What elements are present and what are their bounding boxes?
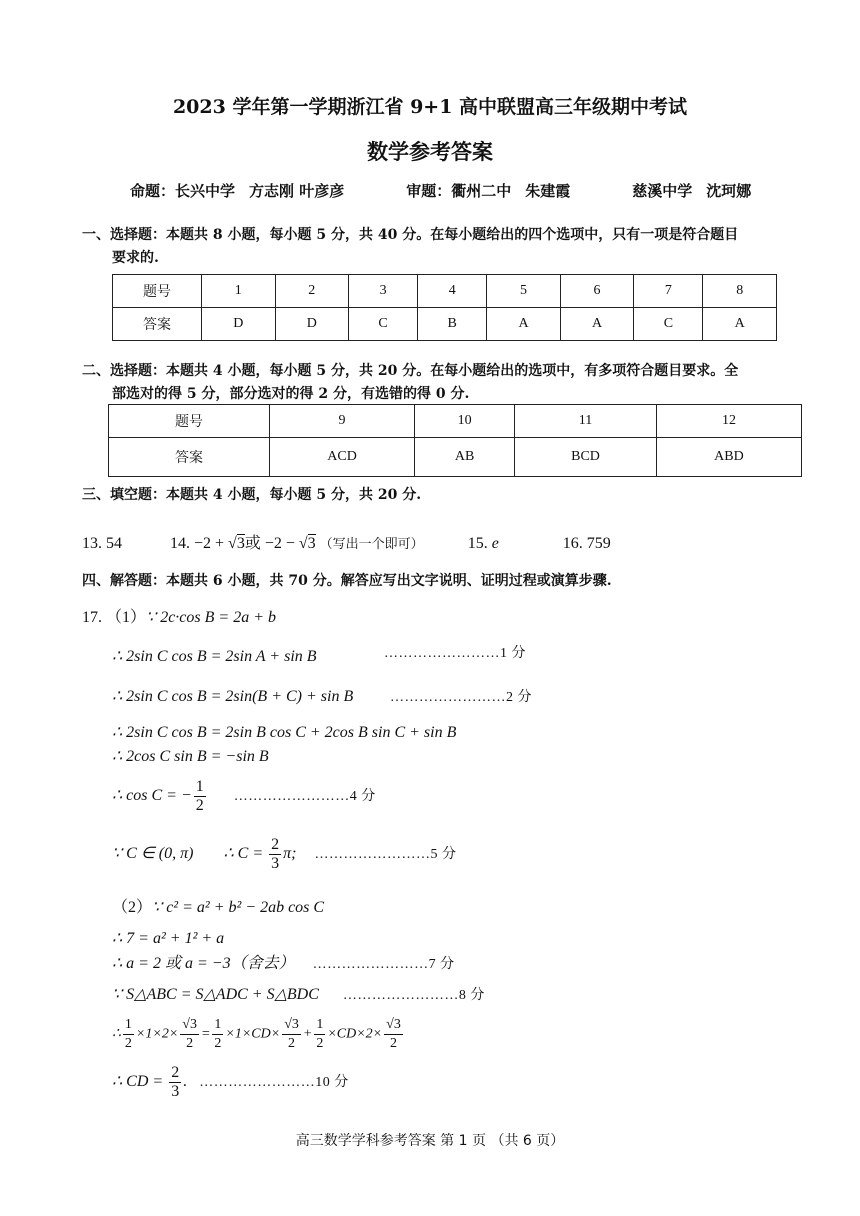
step: ∴ 2sin C cos B = 2sin A + sin B [112,648,317,665]
fraction: $\frac{1}{2}$ [214,1017,222,1051]
fraction: $\frac{1}{2}$ [124,1017,132,1051]
q17-step-5 [112,778,376,815]
question-number: 6 [560,275,634,308]
q17-step-6 [112,836,456,873]
answer-13: 13. 54 [82,535,122,552]
score-marker: ……………………2 分 [390,690,532,705]
q17-step-10 [112,984,485,1004]
section-1-heading: 一、选择题：本题共 8 小题，每小题 5 分，共 40 分。在每小题给出的四个选项中，只有一项是符合题目 要求的. [82,227,739,266]
q17-step-11: ∴ $\frac{1}{2}$ ×1×2× $\frac{√3}{2}$ = $\frac{1}{2}$ ×1×CD× $\frac{√3}{2}$ + $\frac{1}{2}$ ×CD×2× $\frac{√3}{2}$ [112,1017,401,1051]
reviewer-name-1: 朱建霞 [525,182,571,200]
table-answer-label: 答案 [109,438,270,477]
page-footer: 高三数学学科参考答案 第 1 页 （共 6 页） [295,1133,565,1149]
score-marker: ……………………7 分 [312,957,455,972]
step: ∴ C = [223,845,268,863]
step: ∴ cos C = − [112,787,192,805]
reviewer-name-2: 沈珂娜 [706,182,752,200]
question-number: 10 [415,405,515,438]
reviewer-school-2: 慈溪中学 [632,182,693,200]
step: ∴ CD = [112,1073,168,1091]
table-header-label: 题号 [109,405,270,438]
score-marker: ……………………4 分 [233,789,376,805]
answer-14-root: 3 [236,535,245,552]
question-number: 11 [515,405,657,438]
question-number: 9 [270,405,415,438]
table-row [109,438,802,477]
section-2-heading: 二、选择题：本题共 4 小题，每小题 5 分，共 20 分。在每小题给出的选项中，有多项符合题目要求。全 部选对的得 5 分，部分选对的得 2 分，有选错的得 0 分. [82,363,739,402]
setter-label: 命题：长兴中学 [130,182,236,200]
answer-cell: A [560,308,634,341]
q17-part1-given [82,604,276,627]
sqrt-sign: √ [298,535,308,552]
answer-15-label: 15. [467,535,488,552]
q17-step-2 [112,686,532,706]
section-1-answer-table [112,274,777,341]
section-2-answer-table [108,404,802,477]
answer-14-note: （写出一个即可） [319,537,424,552]
exam-title: 2023 学年第一学期浙江省 9+1 高中联盟高三年级期中考试 [172,96,688,118]
question-number: 1 [202,275,276,308]
credits-line [130,180,765,201]
table-row [113,308,777,341]
answer-cell: D [202,308,276,341]
step: ∴ a = 2 或 a = −3（舍去） [112,955,295,972]
score-marker: ……………………5 分 [314,847,457,863]
q17-step-9 [112,950,455,973]
question-number: 2 [275,275,349,308]
q17-part2-step-7 [112,894,324,917]
table-answer-label: 答案 [113,308,202,341]
answer-cell: B [418,308,487,341]
step: ∵ C ∈ (0, π) [112,845,194,863]
step: ∵ c² = a² + b² − 2ab cos C [152,899,325,916]
q17-step-4: ∴ 2cos C sin B = −sin B [112,748,269,765]
answer-cell: AB [415,438,515,477]
fraction: $\frac{1}{2}$ [195,778,204,814]
section-3-heading: 三、填空题：本题共 4 小题，每小题 5 分，共 20 分. [82,487,422,503]
answer-14-root-2: 3 [307,535,316,552]
question-number: 3 [349,275,418,308]
reviewer-label: 审题：衢州二中 [406,182,512,200]
table-header-label: 题号 [113,275,202,308]
setter-names: 方志刚 叶彦彦 [249,182,345,200]
answer-cell: D [275,308,349,341]
answer-cell: A [487,308,561,341]
answer-cell: ACD [270,438,415,477]
question-number: 12 [656,405,801,438]
part-label: （2） [112,899,153,916]
section-4-heading: 四、解答题：本题共 6 小题，共 70 分。解答应写出文字说明、证明过程或演算步骤. [82,573,612,589]
answer-cell: C [349,308,418,341]
step: ∵ S△ABC = S△ADC + S△BDC [112,986,319,1003]
fraction: $\frac{√3}{2}$ [284,1017,299,1051]
fraction: $\frac{2}{3}$ [171,1064,180,1100]
fill-in-answers [82,530,611,553]
question-number: 4 [418,275,487,308]
fraction: $\frac{√3}{2}$ [386,1017,401,1051]
answer-15-value: e [491,535,499,552]
answer-cell: ABD [656,438,801,477]
sqrt-sign: √ [228,535,237,552]
answer-cell: BCD [515,438,657,477]
step: ∴ 2sin C cos B = 2sin(B + C) + sin B [112,688,354,705]
score-marker: ……………………1 分 [384,646,526,661]
score-marker: ……………………8 分 [342,988,485,1003]
answer-14-prefix: 14. −2 + [170,535,229,552]
q17-step-3: ∴ 2sin C cos B = 2sin B cos C + 2cos B sin C + sin B [112,724,457,741]
q17-step-12: ∴ CD = $\frac{2}{3}$ . ……………………10 分 [112,1064,349,1100]
fraction: $\frac{1}{2}$ [316,1017,324,1051]
step: π; [283,845,297,863]
step: ∵ 2c·cos B = 2a + b [146,609,276,626]
score-marker: ……………………10 分 [199,1075,349,1091]
q17-label: 17. （1） [82,609,147,626]
question-number: 8 [703,275,777,308]
answer-cell: C [634,308,703,341]
answer-14-mid: 或 −2 − [244,535,299,552]
answer-16: 16. 759 [562,535,611,552]
q17-step-8: ∴ 7 = a² + 1² + a [112,930,225,947]
table-row [113,275,777,308]
fraction: $\frac{√3}{2}$ [182,1017,197,1051]
table-row [109,405,802,438]
answer-cell: A [703,308,777,341]
document-subtitle: 数学参考答案 [367,139,493,164]
fraction: $\frac{2}{3}$ [271,836,280,872]
q17-step-1 [112,646,526,666]
question-number: 5 [487,275,561,308]
question-number: 7 [634,275,703,308]
